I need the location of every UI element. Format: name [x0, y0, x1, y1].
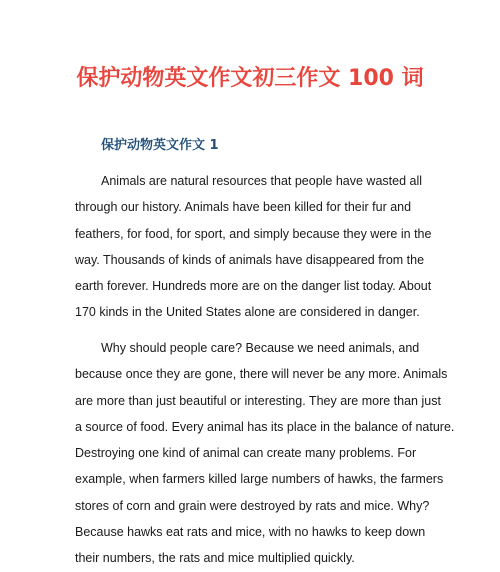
- paragraph-line: stores of corn and grain were destroyed by rats and mice. Why?: [75, 498, 430, 513]
- document-title: 保护动物英文作文初三作文 100 词: [76, 66, 424, 91]
- paragraph-line: a source of food. Every animal has its place in the balance of nature.: [75, 419, 455, 434]
- paragraph-line: through our history. Animals have been killed for their fur and: [75, 200, 412, 215]
- paragraph-line: feathers, for food, for sport, and simply because they were in the: [75, 226, 432, 241]
- paragraph-line: way. Thousands of kinds of animals have disappeared from the: [75, 252, 425, 267]
- paragraph-line: Animals are natural resources that people have wasted all: [101, 174, 423, 188]
- section-heading: 保护动物英文作文 1: [101, 138, 219, 153]
- paragraph-2: [75, 335, 455, 572]
- paragraph-1: [75, 168, 435, 326]
- paragraph-line: Why should people care? Because we need animals, and: [101, 341, 420, 355]
- paragraph-line: 170 kinds in the United States alone are considered in danger.: [75, 305, 420, 320]
- paragraph-line: Destroying one kind of animal can create many problems. For: [75, 446, 417, 461]
- paragraph-line: example, when farmers killed large numbers of hawks, the farmers: [75, 472, 444, 487]
- paragraph-line: their numbers, the rats and mice multiplied quickly.: [75, 551, 355, 566]
- paragraph-line: because once they are gone, there will never be any more. Animals: [75, 367, 448, 382]
- paragraph-line: are more than just beautiful or interesting. They are more than just: [75, 393, 441, 408]
- paragraph-line: Because hawks eat rats and mice, with no hawks to keep down: [75, 525, 426, 540]
- paragraph-line: earth forever. Hundreds more are on the danger list today. About: [75, 279, 432, 294]
